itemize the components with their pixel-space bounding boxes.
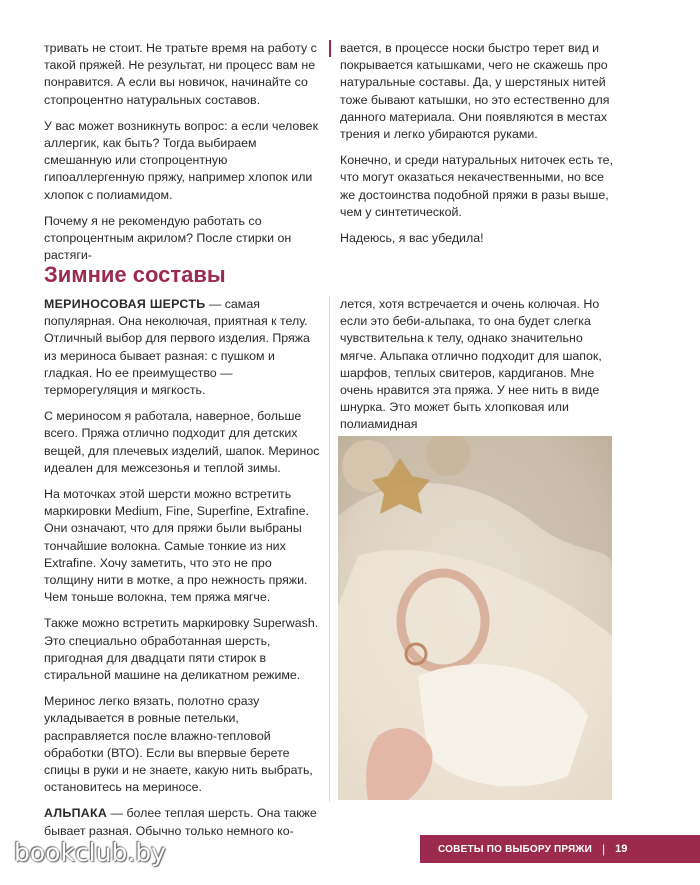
bottom-right-column [340, 296, 616, 443]
bottom-left-column [44, 296, 320, 849]
paragraph [44, 805, 320, 839]
paragraph: тривать не стоит. Не тратьте время на работу с такой пряжей. Не результат, ни процесс вам не понравится. А если вы новичок, начинайте со стопроцентно натуральных составов. [44, 41, 317, 107]
term-alpaca: АЛЬПАКА [44, 806, 108, 821]
page-number: 19 [615, 843, 628, 855]
column-divider [329, 296, 330, 802]
paragraph: лется, хотя встречается и очень колючая. Но если это беби-альпака, то она будет слегка чувствительна к телу, однако значительно мягче. Альпака отлично подходит для шапок, шарфов, теплых свитеров, кардиганов. Мне очень нравится эта пряжа. У нее нить в виде шнурка. Это может быть хлопковая или полиамидная [340, 297, 602, 432]
top-right-column [340, 40, 616, 256]
paragraph-text: — более теплая шерсть. Она также бывает разная. Обычно только немного ко- [44, 806, 317, 838]
footer-band [420, 835, 700, 863]
paragraph: Почему я не рекомендую работать со стопроцентным акрилом? После стирки он растяги- [44, 213, 292, 263]
paragraph: С мериносом я работала, наверное, больше всего. Пряжа отлично подходит для детских вещей, для плечевых изделий, шапок. Меринос идеален для межсезонья и теплой зимы. [44, 409, 320, 475]
top-left-column [44, 40, 320, 273]
watermark: bookclub.by [14, 838, 166, 867]
paragraph: У вас может возникнуть вопрос: а если человек аллергик, как быть? Тогда выбираем смешанную или стопроцентную гипоаллергенную пряжу, например хлопок или хлопок с полиамидом. [44, 118, 318, 202]
paragraph: Меринос легко вязать, полотно сразу укладывается в ровные петельки, расправляется после влажно-тепловой обработки (ВТО). Если вы впервые берете спицы в руки и не знаете, какую нить выбрать, остановитесь на мериносе. [44, 694, 313, 795]
paragraph: вается, в процессе носки быстро терет вид и покрывается катышками, чего не скажешь про натуральные составы. Да, у шерстяных нитей тоже бывают катышки, но это естественно для данного материала. Они появляются в местах трения и легко убираются руками. [340, 41, 610, 142]
footer-separator: | [602, 842, 606, 856]
paragraph: Конечно, и среди натуральных ниточек есть те, что могут оказаться некачественными, но все же достоинства подобной пряжи в разы выше, чем у синтетической. [340, 153, 614, 219]
footer-section-label: СОВЕТЫ ПО ВЫБОРУ ПРЯЖИ [438, 843, 592, 855]
paragraph-text: — самая популярная. Она неколючая, приятная к телу. Отличный выбор для первого изделия. Пряжа из мериноса бывает разная: с пушком и гладкая. Но ее преимущество — терморегуляция и мягкость. [44, 297, 310, 398]
paragraph: Также можно встретить маркировку Superwash. Это специально обработанная шерсть, пригодная для двадцати пяти стирок в стиральной машине на деликатном режиме. [44, 616, 319, 683]
paragraph: Надеюсь, я вас убедила! [340, 231, 484, 246]
column-accent-bar [329, 40, 331, 57]
term-merino: МЕРИНОСОВАЯ ШЕРСТЬ [44, 297, 206, 311]
section-heading: Зимние составы [44, 262, 226, 287]
paragraph: На моточках этой шерсти можно встретить маркировки Medium, Fine, Superfine, Extrafine. Они означают, что для пряжи были выбраны тончайшие волокна. Самые тонкие из них Extrafine. Хочу заметить, что это не про толщину нити в мотке, а про нежность пряжи. Чем тоньше волокна, тем пряжа мягче. [44, 487, 310, 605]
knitwear-photo [338, 436, 612, 800]
paragraph [44, 296, 320, 399]
